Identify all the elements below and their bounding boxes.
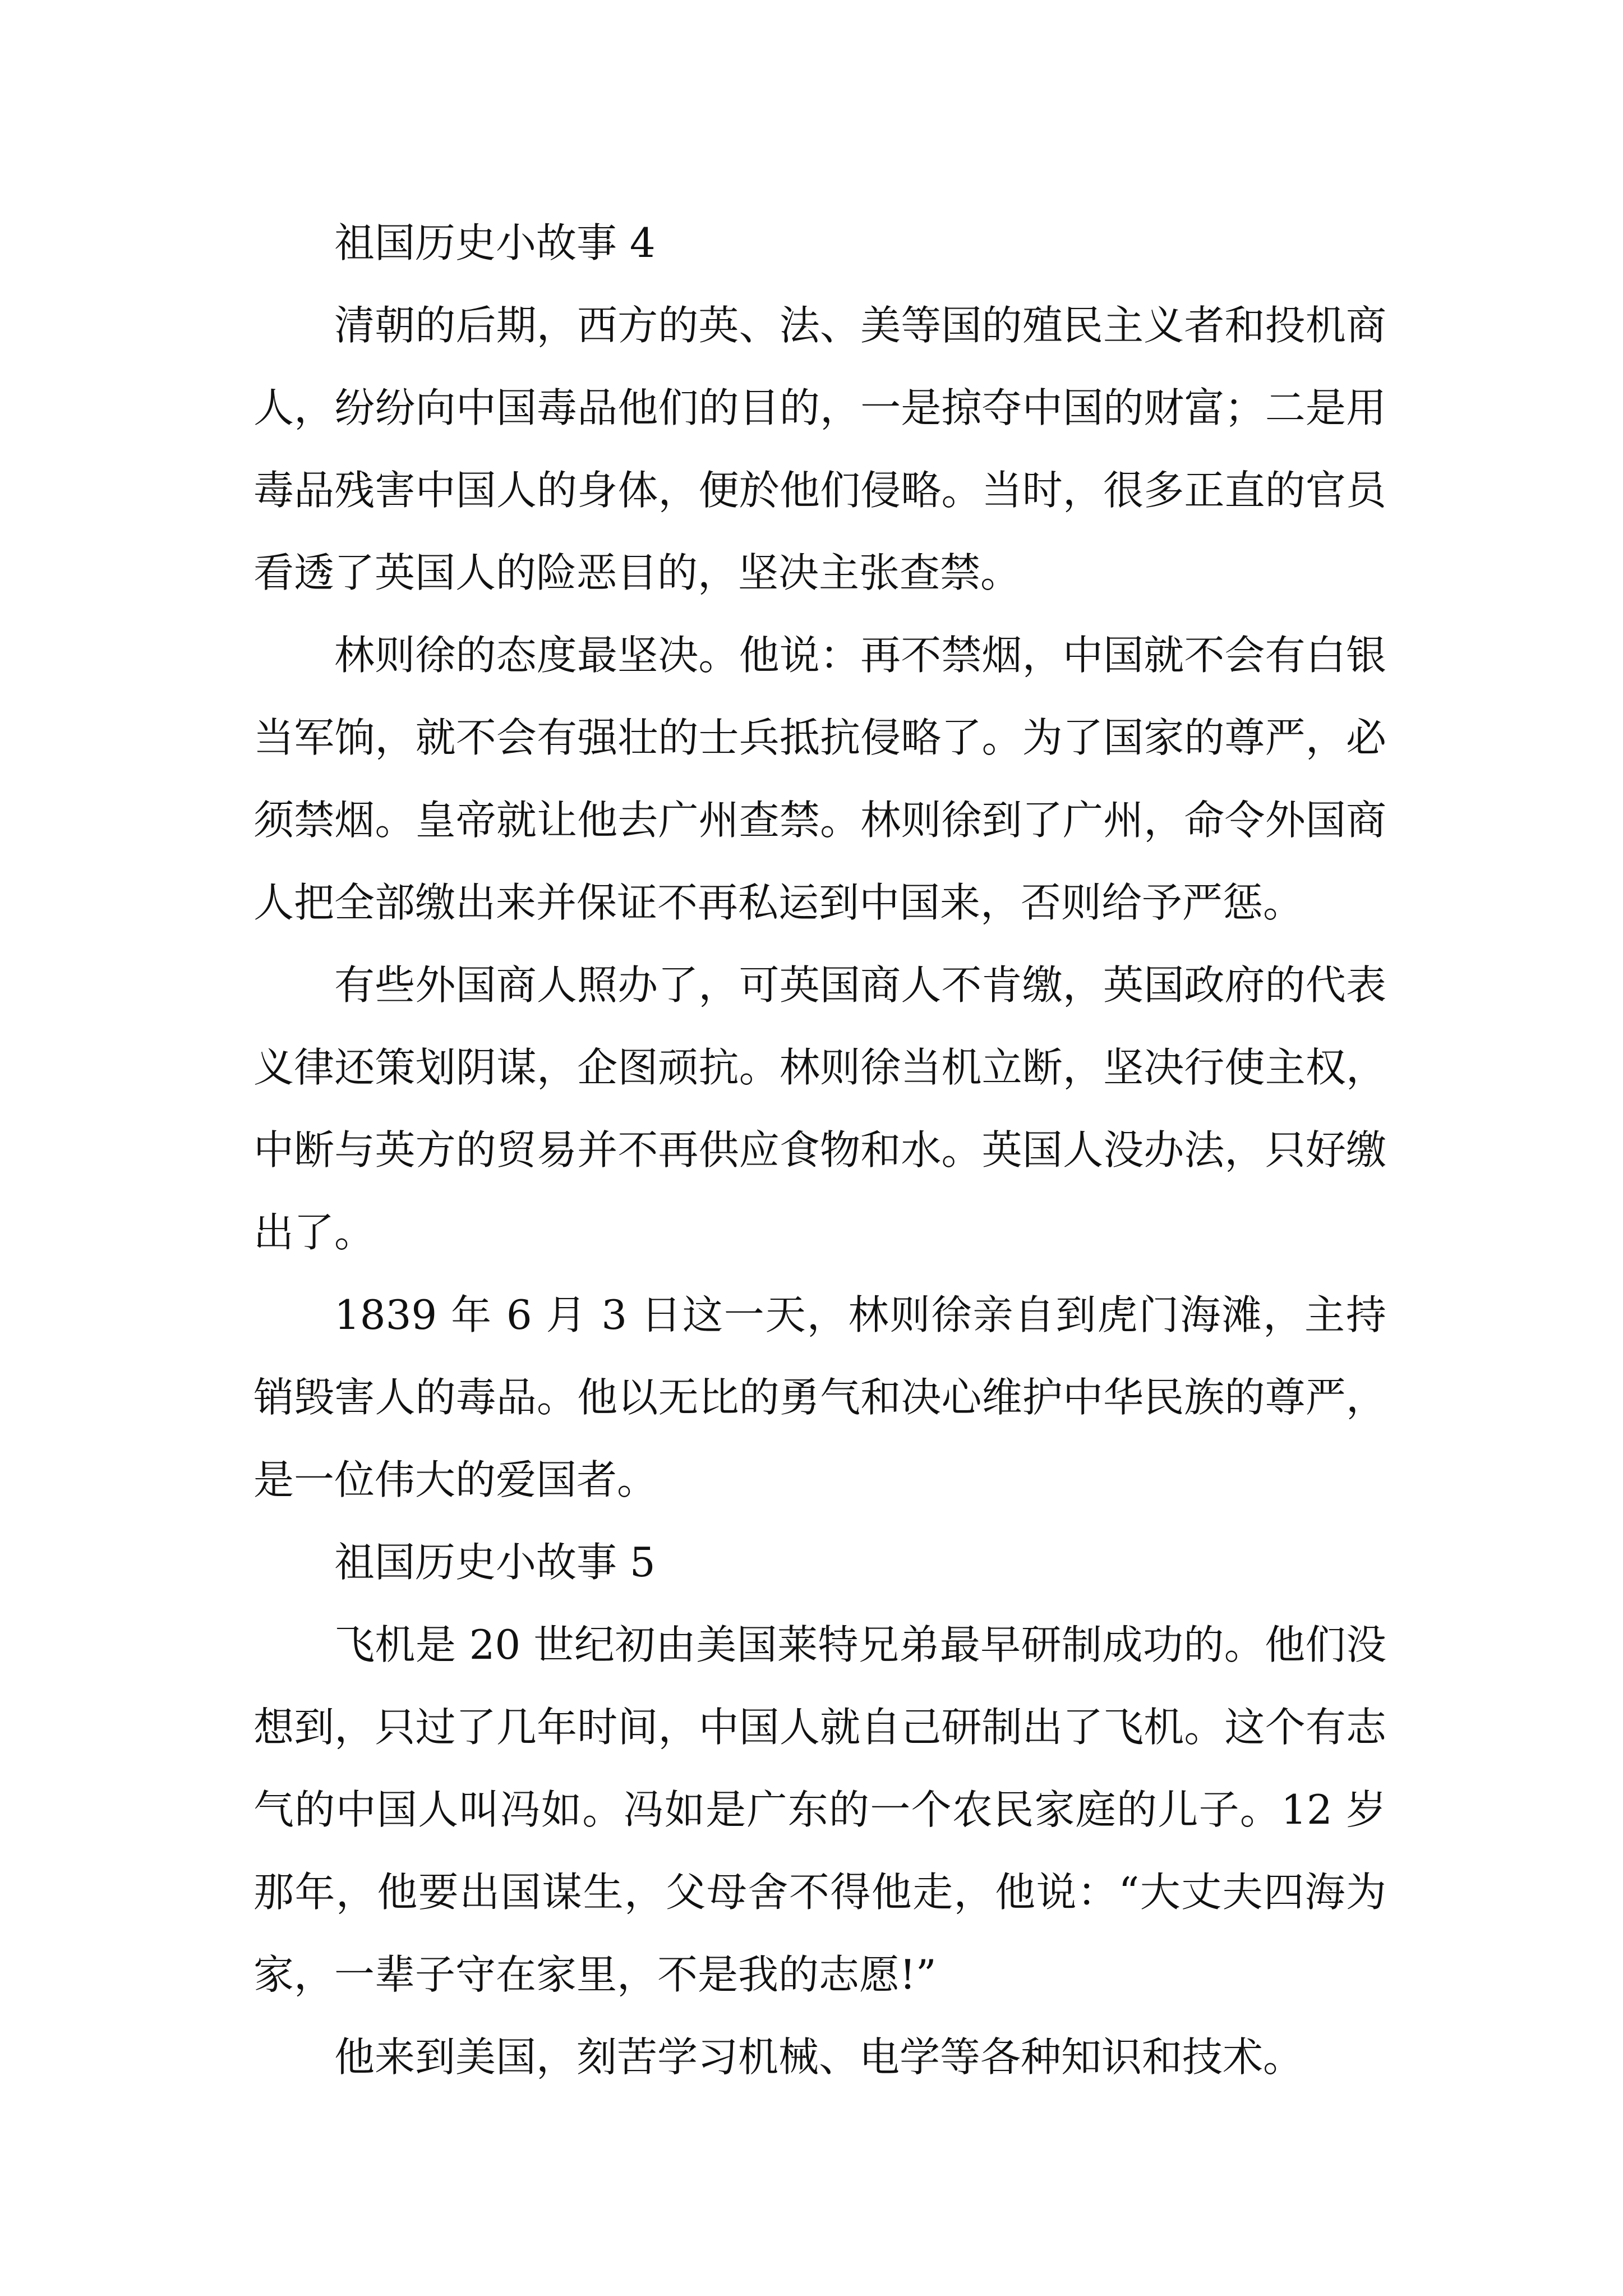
paragraph: 有些外国商人照办了，可英国商人不肯缴，英国政府的代表义律还策划阴谋，企图顽抗。林则徐当机立断，坚决行使主权，中断与英方的贸易并不再供应食物和水。英国人没办法，只好缴出了。 bbox=[253, 961, 1386, 1256]
paragraph: 林则徐的态度最坚决。他说：再不禁烟，中国就不会有白银当军饷，就不会有强壮的士兵抵抗侵略了。为了国家的尊严，必须禁烟。皇帝就让他去广州查禁。林则徐到了广州，命令外国商人把全部缴出来并保证不再私运到中国来，否则给予严惩。 bbox=[253, 632, 1386, 926]
story-4-title: 祖国历史小故事 4 bbox=[334, 219, 656, 266]
paragraph: 飞机是 20 世纪初由美国莱特兄弟最早研制成功的。他们没想到，只过了几年时间，中国人就自己研制出了飞机。这个有志气的中国人叫冯如。冯如是广东的一个农民家庭的儿子。12 岁那年，他要出国谋生，父母舍不得他走，他说：“大丈夫四海为家，一辈子守在家里，不是我的志愿!” bbox=[253, 1621, 1386, 1998]
paragraph: 1839 年 6 月 3 日这一天，林则徐亲自到虎门海滩，主持销毁害人的毒品。他以无比的勇气和决心维护中华民族的尊严，是一位伟大的爱国者。 bbox=[253, 1291, 1386, 1503]
paragraph: 清朝的后期，西方的英、法、美等国的殖民主义者和投机商人，纷纷向中国毒品他们的目的，一是掠夺中国的财富；二是用毒品残害中国人的身体，便於他们侵略。当时，很多正直的官员看透了英国人的险恶目的，坚决主张查禁。 bbox=[253, 302, 1386, 596]
document-body bbox=[253, 202, 1386, 2099]
paragraph: 他来到美国，刻苦学习机械、电学等各种知识和技术。 bbox=[334, 2033, 1304, 2081]
story-5-title: 祖国历史小故事 5 bbox=[334, 1539, 656, 1586]
